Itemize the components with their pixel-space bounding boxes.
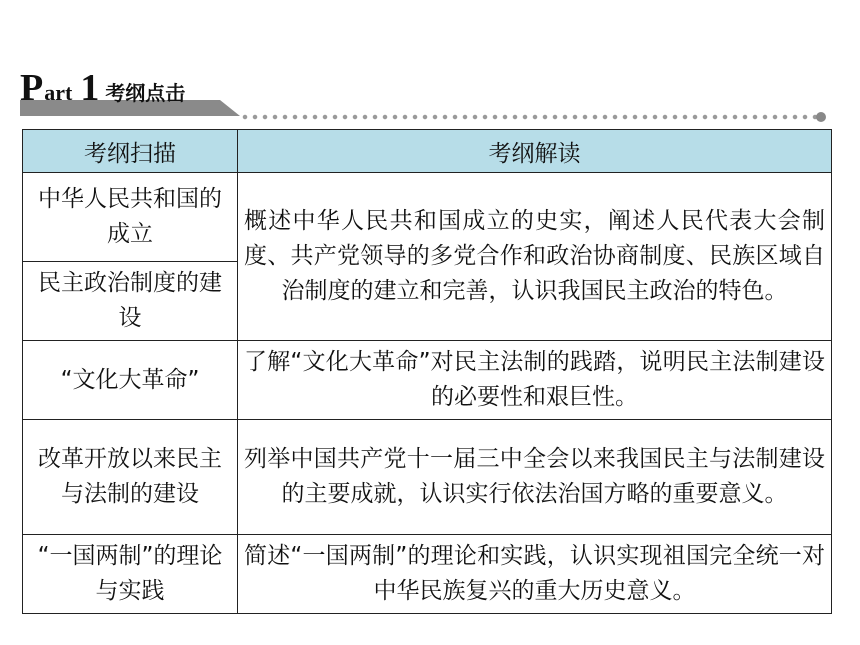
reading-cell: 概述中华人民共和国成立的史实，阐述人民代表大会制度、共产党领导的多党合作和政治协商制度、民族区域自治制度的建立和完善，认识我国民主政治的特色。 <box>238 173 832 341</box>
topic-cell: “一国两制”的理论与实践 <box>23 535 238 614</box>
table-row <box>23 173 832 262</box>
reading-cell: 了解“文化大革命”对民主法制的践踏，说明民主法制建设的必要性和艰巨性。 <box>238 341 832 420</box>
col-header-scan: 考纲扫描 <box>23 130 238 173</box>
dotted-rule <box>240 114 820 120</box>
part-suffix: art <box>44 80 73 105</box>
topic-cell: 中华人民共和国的成立 <box>23 173 238 262</box>
part-number: 1 <box>80 67 100 109</box>
part-letter: P <box>20 67 44 109</box>
part-label <box>20 66 186 109</box>
section-title: 考纲点击 <box>105 81 186 105</box>
syllabus-table <box>22 129 832 614</box>
section-header <box>20 66 830 128</box>
topic-cell: 改革开放以来民主与法制的建设 <box>23 420 238 535</box>
table-row <box>23 535 832 614</box>
table-row <box>23 341 832 420</box>
table-header-row <box>23 130 832 173</box>
reading-cell: 简述“一国两制”的理论和实践，认识实现祖国完全统一对中华民族复兴的重大历史意义。 <box>238 535 832 614</box>
header-bar-tip <box>220 100 240 116</box>
topic-cell: “文化大革命” <box>23 341 238 420</box>
reading-cell: 列举中国共产党十一届三中全会以来我国民主与法制建设的主要成就，认识实行依法治国方略的重要意义。 <box>238 420 832 535</box>
topic-cell: 民主政治制度的建设 <box>23 262 238 341</box>
col-header-reading: 考纲解读 <box>238 130 832 173</box>
rule-end-dot <box>816 112 826 122</box>
table-row <box>23 420 832 535</box>
